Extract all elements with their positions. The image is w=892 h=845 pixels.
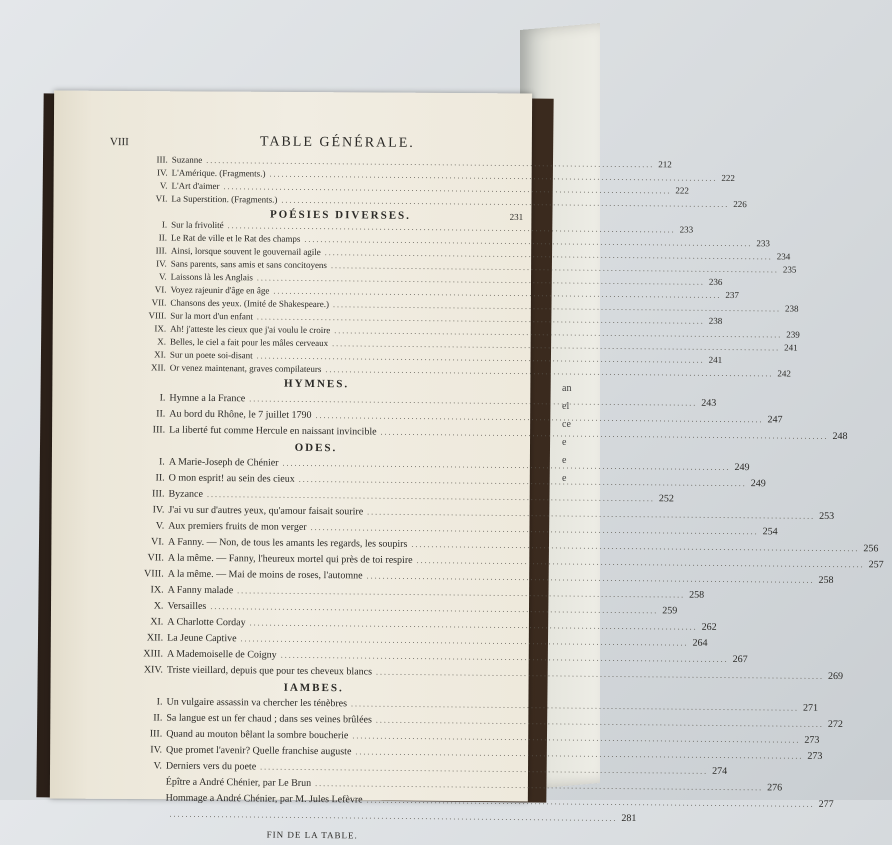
entry-page: 253 bbox=[819, 510, 835, 522]
entry-page: 252 bbox=[658, 493, 675, 505]
section-heading-poesies: POÉSIES DIVERSES. bbox=[269, 208, 412, 222]
entry-title: Ah! j'atteste les cieux que j'ai voulu le croire bbox=[170, 323, 331, 336]
entry-page: 271 bbox=[802, 702, 819, 714]
facing-fragment: el bbox=[562, 401, 570, 412]
entry-number bbox=[104, 784, 166, 785]
entry-title: Belles, le ciel a fait pour les mâles cerveaux bbox=[169, 336, 329, 349]
end-of-table: FIN DE LA TABLE. bbox=[266, 829, 358, 841]
entry-title: Laissons là les Anglais bbox=[170, 271, 253, 283]
entry-page: 238 bbox=[708, 315, 723, 326]
entry-number: V. bbox=[155, 520, 165, 532]
entry-title: L'Amérique. (Fragments.) bbox=[171, 167, 266, 179]
top-entries-list bbox=[109, 153, 747, 210]
entry-number: I. bbox=[161, 219, 168, 230]
dot-leader bbox=[169, 807, 617, 827]
entry-title: Derniers vers du poete bbox=[165, 760, 257, 773]
entry-page: 212 bbox=[658, 159, 672, 170]
entry-title: J'ai vu sur d'autres yeux, qu'amour faisait sourire bbox=[168, 504, 364, 518]
entry-page: 281 bbox=[621, 812, 637, 825]
entry-number: IX. bbox=[154, 323, 167, 334]
entry-title: Le Rat de ville et le Rat des champs bbox=[170, 232, 301, 244]
entry-number: II. bbox=[156, 408, 166, 420]
facing-fragment: an bbox=[562, 383, 572, 394]
iambes-list bbox=[104, 694, 843, 778]
entry-title: Hommage a André Chénier, par M. Jules Lefèvre bbox=[165, 792, 363, 806]
entry-number: I. bbox=[156, 696, 163, 708]
entry-title: Quand au mouton bêlant la sombre boucherie bbox=[166, 728, 349, 742]
entry-title: Triste vieillard, depuis que pour tes cheveux blancs bbox=[166, 664, 373, 678]
entry-number: X. bbox=[157, 336, 167, 347]
table-of-contents bbox=[103, 133, 884, 842]
entry-title: Ainsi, lorsque souvent le gouvernail agile bbox=[170, 245, 321, 258]
toc-entry bbox=[103, 806, 637, 826]
entry-number: VI. bbox=[154, 284, 167, 295]
entry-page: 254 bbox=[762, 526, 778, 538]
page-title: TABLE GÉNÉRALE. bbox=[259, 134, 415, 151]
entry-number: XIII. bbox=[143, 648, 164, 660]
entry-title: Or venez maintenant, graves compilateurs bbox=[169, 362, 322, 375]
entry-number: XIV. bbox=[143, 664, 163, 676]
entry-page: 241 bbox=[708, 354, 723, 365]
entry-title: Que promet l'avenir? Quelle franchise auguste bbox=[166, 744, 352, 758]
entry-title: A Fanny malade bbox=[167, 584, 234, 597]
entry-page: 247 bbox=[767, 414, 783, 426]
entry-number: VIII. bbox=[148, 310, 167, 321]
entry-page: 233 bbox=[679, 224, 694, 235]
entry-page: 233 bbox=[756, 238, 770, 249]
entry-number: IV. bbox=[156, 258, 167, 269]
entry-number: III. bbox=[152, 424, 166, 436]
entry-number: VI. bbox=[150, 536, 165, 548]
odes-list bbox=[105, 454, 884, 683]
entry-number: V. bbox=[153, 760, 162, 772]
entry-page: 258 bbox=[818, 574, 834, 586]
entry-title: Sa langue est un fer chaud ; dans ses veines brûlées bbox=[166, 712, 372, 726]
entry-page: 273 bbox=[804, 734, 820, 746]
entry-page: 276 bbox=[767, 782, 783, 794]
entry-number: IV. bbox=[152, 504, 165, 516]
entry-title: Un vulgaire assassin va chercher les ténèbres bbox=[166, 696, 348, 710]
entry-number: X. bbox=[153, 600, 164, 612]
entry-title: Sur un poete soi-disant bbox=[169, 349, 253, 361]
entry-page: 248 bbox=[832, 430, 848, 443]
entry-number: III. bbox=[151, 488, 165, 500]
entry-page: 222 bbox=[675, 185, 690, 196]
entry-title: A la même. — Mai de moins de roses, l'automne bbox=[167, 568, 363, 582]
section-heading-hymnes: HYMNES. bbox=[284, 377, 350, 391]
entry-number: XII. bbox=[150, 362, 166, 373]
entry-page: 257 bbox=[868, 559, 884, 571]
entry-number: VIII. bbox=[143, 568, 164, 580]
entry-title: Byzance bbox=[168, 488, 204, 500]
entry-number: XI. bbox=[154, 349, 166, 360]
facing-fragment: ce bbox=[562, 419, 571, 430]
entry-page: 235 bbox=[782, 264, 797, 275]
entry-number: II. bbox=[155, 472, 165, 484]
closing-list bbox=[103, 774, 834, 826]
entry-number bbox=[103, 816, 165, 817]
entry-title: Suzanne bbox=[171, 154, 203, 165]
entry-page: 274 bbox=[712, 765, 728, 777]
entry-page: 239 bbox=[786, 329, 800, 340]
entry-page: 238 bbox=[785, 303, 799, 314]
section-heading-iambes: IAMBES. bbox=[283, 681, 344, 695]
entry-number: VII. bbox=[147, 552, 164, 564]
entry-number: VI. bbox=[155, 193, 168, 204]
entry-title: Hymne a la France bbox=[169, 392, 246, 405]
entry-title: A Marie-Joseph de Chénier bbox=[168, 456, 279, 469]
entry-number: XII. bbox=[146, 632, 164, 644]
facing-fragment: e bbox=[562, 473, 567, 484]
entry-number: V. bbox=[158, 271, 167, 282]
entry-number: III. bbox=[149, 728, 163, 740]
entry-number bbox=[104, 800, 166, 801]
entry-title: Sur la mort d'un enfant bbox=[170, 310, 253, 322]
entry-page: 258 bbox=[689, 589, 705, 601]
entry-title: L'Art d'aimer bbox=[171, 180, 220, 192]
entry-title: A Fanny. — Non, de tous les amants les regards, les soupirs bbox=[168, 536, 408, 550]
entry-page: 242 bbox=[777, 368, 791, 379]
entry-title: La Superstition. (Fragments.) bbox=[171, 193, 278, 205]
entry-title: La liberté fut comme Hercule en naissant invincible bbox=[169, 424, 377, 438]
entry-title: La Jeune Captive bbox=[167, 632, 237, 645]
entry-title: Voyez rajeunir d'âge en âge bbox=[170, 284, 270, 296]
entry-page: 237 bbox=[725, 289, 739, 301]
entry-title: Sans parents, sans amis et sans concitoyens bbox=[170, 258, 328, 271]
facing-fragment: e bbox=[562, 437, 567, 448]
entry-page: 256 bbox=[863, 543, 879, 555]
entry-number: IX. bbox=[150, 584, 164, 596]
entry-page: 249 bbox=[734, 462, 750, 474]
page-header bbox=[110, 133, 528, 157]
entry-title: Au bord du Rhône, le 7 juillet 1790 bbox=[169, 408, 312, 421]
entry-number: III. bbox=[155, 245, 167, 256]
poesies-list bbox=[108, 218, 800, 379]
entry-page: 277 bbox=[818, 798, 834, 810]
entry-title: O mon esprit! au sein des cieux bbox=[168, 472, 295, 485]
entry-page: 234 bbox=[776, 251, 791, 262]
entry-title: Aux premiers fruits de mon verger bbox=[168, 520, 307, 533]
section-heading-odes: ODES. bbox=[294, 441, 338, 455]
entry-number: III. bbox=[156, 154, 168, 165]
facing-fragment: e bbox=[562, 455, 567, 466]
entry-page: 243 bbox=[701, 397, 717, 409]
entry-title: A la même. — Fanny, l'heureux mortel qui près de toi respire bbox=[167, 552, 413, 566]
entry-page: 249 bbox=[750, 478, 766, 490]
entry-number: V. bbox=[159, 180, 168, 191]
entry-page: 264 bbox=[692, 637, 708, 649]
entry-page: 272 bbox=[827, 718, 843, 731]
entry-page: 262 bbox=[701, 621, 717, 633]
section-page: 231 bbox=[509, 211, 524, 222]
entry-number: VII. bbox=[151, 297, 167, 308]
entry-page: 269 bbox=[827, 670, 844, 683]
entry-number: II. bbox=[158, 232, 168, 243]
entry-number: II. bbox=[153, 712, 163, 724]
entry-page: 222 bbox=[721, 172, 736, 184]
entry-number: I. bbox=[159, 392, 166, 404]
entry-page: 241 bbox=[784, 342, 798, 353]
entry-number: IV. bbox=[156, 167, 168, 178]
entry-title: Épître a André Chénier, par Le Brun bbox=[165, 776, 312, 789]
entry-title: A Charlotte Corday bbox=[167, 616, 246, 629]
entry-number: IV. bbox=[150, 744, 163, 756]
entry-number: I. bbox=[158, 456, 165, 468]
entry-number: XI. bbox=[150, 616, 164, 628]
entry-page: 226 bbox=[733, 198, 747, 210]
entry-title: A Mademoiselle de Coigny bbox=[166, 648, 277, 661]
entry-title: Chansons des yeux. (Imité de Shakespeare.) bbox=[170, 297, 330, 310]
entry-page: 267 bbox=[732, 654, 748, 666]
entry-title: Sur la frivolité bbox=[171, 219, 224, 231]
page-number: VIII bbox=[109, 135, 129, 149]
entry-title: Versailles bbox=[167, 600, 207, 612]
hymnes-list bbox=[107, 390, 848, 443]
entry-page: 259 bbox=[662, 605, 678, 617]
entry-page: 236 bbox=[708, 276, 723, 287]
entry-page: 273 bbox=[807, 750, 823, 762]
